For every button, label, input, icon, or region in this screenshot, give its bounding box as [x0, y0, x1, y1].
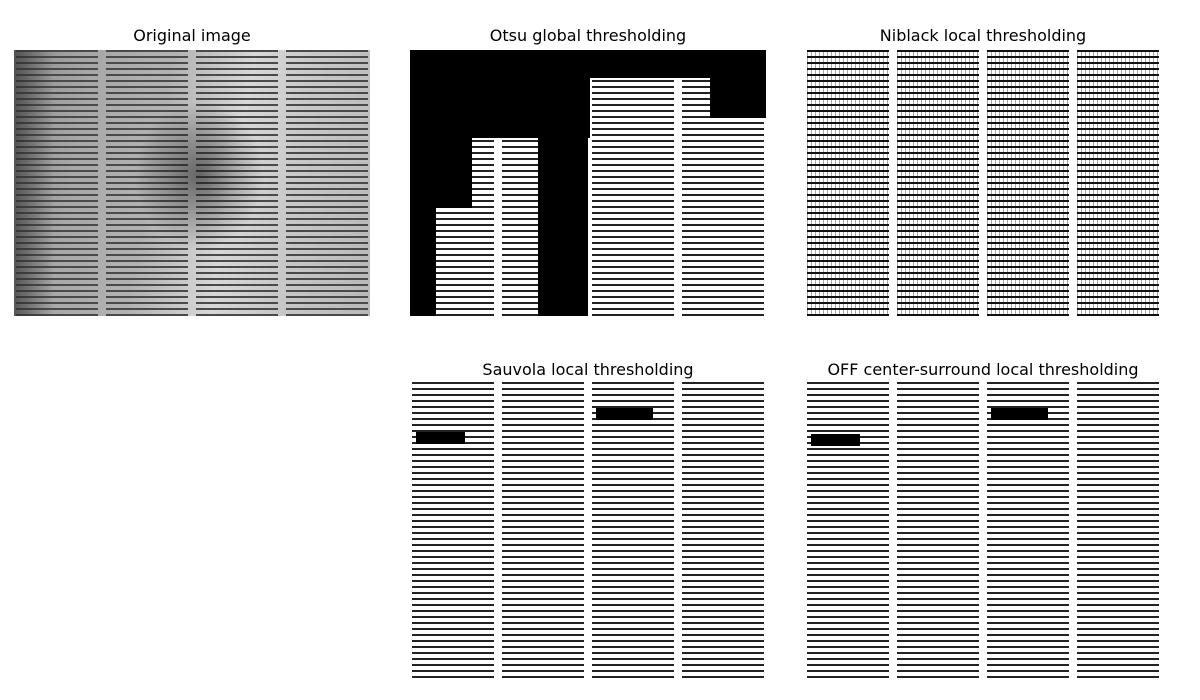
original-shadow	[134, 100, 264, 250]
otsu-image	[410, 50, 766, 316]
panel-title-sauvola: Sauvola local thresholding	[482, 360, 694, 379]
panel-niblack	[805, 26, 1161, 322]
off-center-surround-text-columns	[805, 382, 1161, 680]
otsu-black-region-upper-left	[410, 78, 472, 208]
panel-title-original: Original image	[133, 26, 251, 45]
sauvola-image	[410, 382, 766, 680]
panel-title-otsu: Otsu global thresholding	[489, 26, 687, 45]
original-image	[14, 50, 370, 316]
sauvola-text-columns	[410, 382, 766, 680]
panel-otsu	[410, 26, 766, 322]
panel-original	[14, 26, 370, 322]
off-center-surround-image	[805, 382, 1161, 680]
otsu-black-region-right	[710, 78, 766, 118]
otsu-black-region-top	[410, 50, 766, 78]
niblack-text-columns	[805, 50, 1161, 316]
panel-off-center-surround	[805, 360, 1161, 680]
panel-title-off-center-surround: OFF center-surround local thresholding	[827, 360, 1139, 379]
otsu-black-region-center	[538, 110, 588, 316]
panel-sauvola	[410, 360, 766, 680]
niblack-image	[805, 50, 1161, 316]
original-dark-edge	[14, 50, 54, 316]
panel-title-niblack: Niblack local thresholding	[879, 26, 1087, 45]
